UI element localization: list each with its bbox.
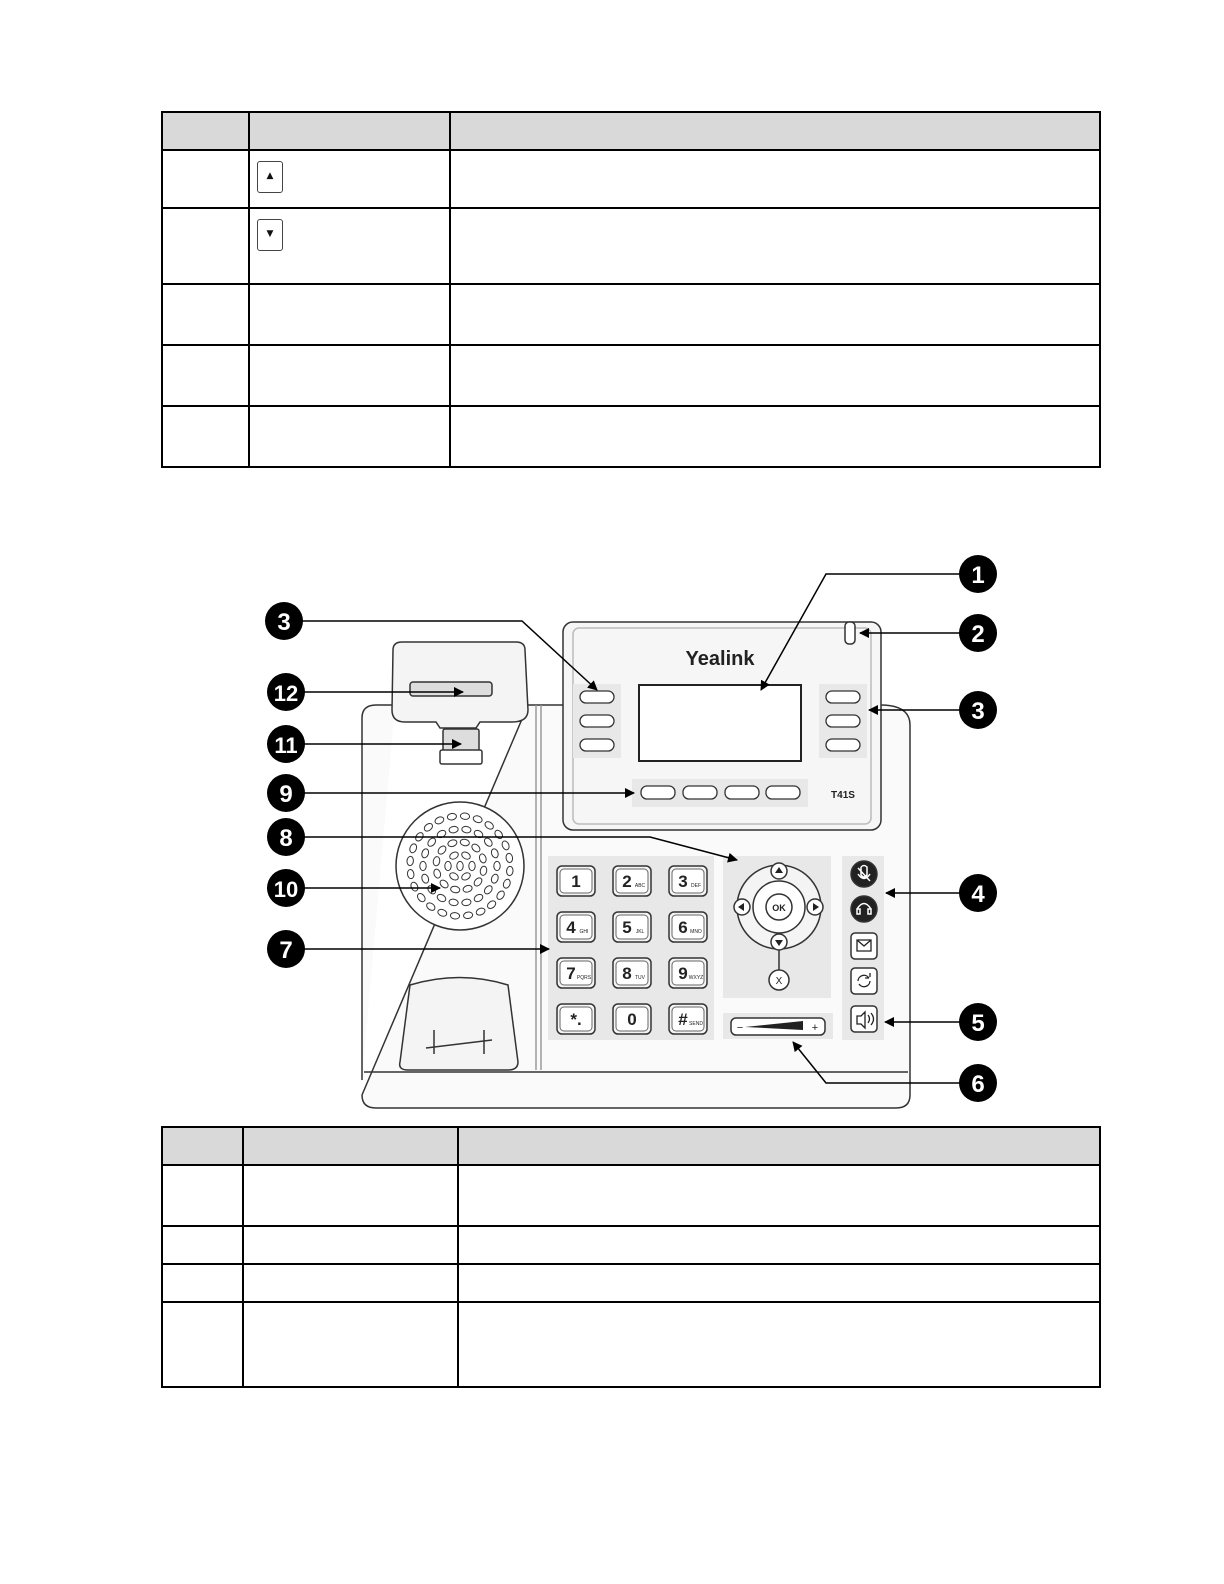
ok-label: OK [772, 903, 786, 913]
table-row [162, 1302, 1100, 1387]
soft-key[interactable] [683, 786, 717, 799]
volume-plus-label: + [811, 1022, 819, 1034]
keypad-digit: 0 [627, 1010, 637, 1029]
line-key-right[interactable] [826, 739, 860, 751]
table-row [162, 345, 1100, 406]
keypad-key[interactable] [613, 1004, 651, 1034]
keypad-letters: SEND [689, 1021, 703, 1027]
svg-text:11: 11 [274, 733, 298, 758]
redial-key[interactable] [851, 968, 877, 994]
callout-2 [959, 614, 997, 652]
callout-9 [267, 774, 305, 812]
model-label: T41S [831, 790, 855, 801]
callout-3 [959, 691, 997, 729]
keypad-key[interactable] [669, 866, 707, 896]
table-header-row [162, 112, 1100, 150]
line-key-right[interactable] [826, 691, 860, 703]
callout-3 [265, 602, 303, 640]
keypad-letters: ABC [634, 883, 646, 889]
callout-12 [267, 673, 305, 711]
table-row [162, 150, 1100, 208]
keypad-key[interactable] [669, 912, 707, 942]
x-label: X [775, 976, 783, 987]
brand-logo: Yealink [685, 648, 755, 670]
table-row [162, 1264, 1100, 1302]
volume-minus-label: − [736, 1022, 744, 1034]
header-cell [243, 1127, 458, 1165]
header-cell [450, 112, 1100, 150]
line-key-left[interactable] [580, 691, 614, 703]
headset-key[interactable] [851, 896, 877, 922]
keypad-digit: 2 [622, 872, 632, 891]
keypad-digit: 6 [678, 918, 688, 937]
keypad-digit: 5 [622, 918, 632, 937]
svg-text:4: 4 [971, 881, 985, 908]
keypad-key[interactable] [557, 912, 595, 942]
callout-6 [959, 1064, 997, 1102]
table-row [162, 406, 1100, 467]
callout-11 [267, 725, 305, 763]
header-cell [162, 112, 249, 150]
keypad-letters: DEF [691, 883, 701, 889]
keypad-letters: GHI [579, 929, 589, 935]
line-key-left[interactable] [580, 739, 614, 751]
down-arrow-key-icon: ▼ [257, 219, 283, 251]
keypad-key[interactable] [557, 1004, 595, 1034]
keypad-digit: # [678, 1010, 688, 1029]
table-row [162, 284, 1100, 345]
callout-7 [267, 930, 305, 968]
keypad-digit: *. [570, 1010, 582, 1029]
line-key-right[interactable] [826, 715, 860, 727]
soft-key[interactable] [766, 786, 800, 799]
table-row [162, 208, 1100, 284]
features-table-top [161, 111, 1101, 468]
keypad-letters: TUV [635, 975, 645, 981]
soft-key[interactable] [725, 786, 759, 799]
line-key-left[interactable] [580, 715, 614, 727]
keypad-key[interactable] [613, 866, 651, 896]
svg-text:10: 10 [273, 877, 299, 902]
keypad-letters: WXYZ [688, 975, 704, 981]
header-cell [458, 1127, 1100, 1165]
keypad-letters: PQRS [576, 975, 592, 981]
svg-text:3: 3 [277, 609, 291, 636]
callout-4 [959, 874, 997, 912]
speaker-grille [396, 802, 524, 930]
header-cell [162, 1127, 243, 1165]
keypad-letters: MNO [690, 929, 702, 935]
speaker-outline [396, 802, 524, 930]
callout-5 [959, 1003, 997, 1041]
callout-8 [267, 818, 305, 856]
svg-text:2: 2 [971, 621, 985, 648]
keypad-digit: 1 [571, 872, 581, 891]
table-row [162, 1226, 1100, 1264]
stand-slot [400, 978, 518, 1071]
keypad-key[interactable] [669, 1004, 707, 1034]
handset-cradle [392, 642, 528, 764]
features-table-bottom [161, 1126, 1101, 1388]
callout-10 [267, 869, 305, 907]
keypad-digit: 9 [678, 964, 688, 983]
callout-1 [959, 555, 997, 593]
svg-text:5: 5 [971, 1010, 985, 1037]
svg-text:8: 8 [279, 825, 293, 852]
header-cell [249, 112, 450, 150]
keypad-key[interactable] [557, 958, 595, 988]
table-header-row [162, 1127, 1100, 1165]
keypad-key[interactable] [669, 958, 707, 988]
svg-text:3: 3 [971, 698, 985, 725]
keypad-key[interactable] [613, 958, 651, 988]
soft-key[interactable] [641, 786, 675, 799]
keypad-key[interactable] [613, 912, 651, 942]
keypad-letters: JKL [635, 929, 645, 935]
keypad-digit: 4 [566, 918, 576, 937]
svg-text:1: 1 [971, 562, 985, 589]
phone-diagram [262, 548, 1012, 1113]
svg-text:9: 9 [279, 781, 293, 808]
svg-text:7: 7 [279, 937, 293, 964]
svg-text:12: 12 [273, 681, 299, 706]
svg-text:6: 6 [971, 1071, 985, 1098]
keypad-key[interactable] [557, 866, 595, 896]
keypad-digit: 7 [566, 964, 576, 983]
keypad-digit: 8 [622, 964, 632, 983]
keypad-digit: 3 [678, 872, 688, 891]
up-arrow-key-icon: ▲ [257, 161, 283, 193]
table-row [162, 1165, 1100, 1226]
